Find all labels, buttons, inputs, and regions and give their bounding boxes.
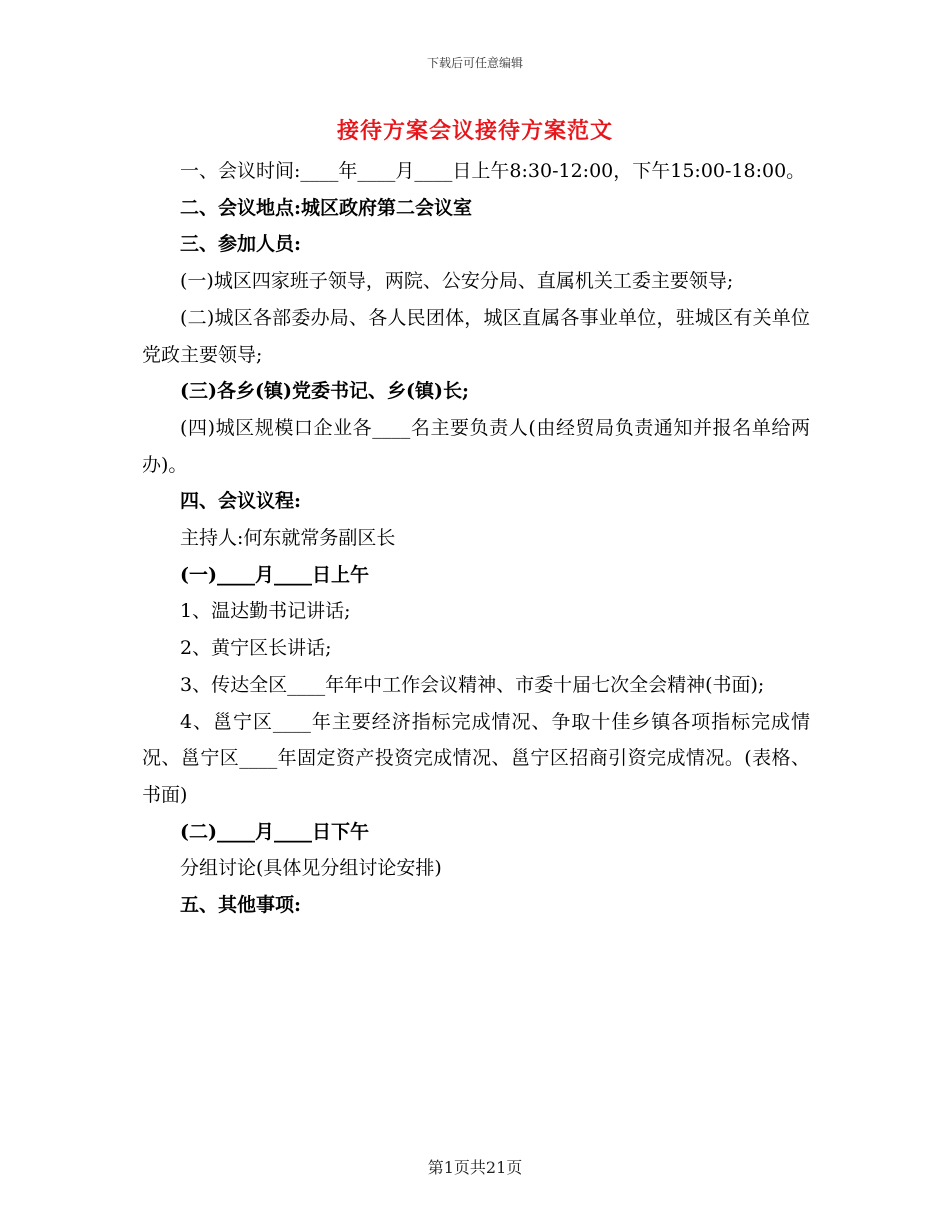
paragraph-other-matters-heading: 五、其他事项:: [180, 894, 302, 917]
paragraph-attendees-3: (三)各乡(镇)党委书记、乡(镇)长;: [180, 380, 469, 403]
paragraph-agenda-item-4: 4、邕宁区____年主要经济指标完成情况、争取十佳乡镇各项指标完成情况、邕宁区____年固定资产投资完成情况、邕宁区招商引资完成情况。(表格、书面): [142, 710, 810, 806]
page-number-footer: 第1页共21页: [427, 1158, 523, 1177]
paragraph-meeting-place: 二、会议地点:城区政府第二会议室: [180, 196, 473, 219]
paragraph-agenda-item-1: 1、温达勤书记讲话;: [180, 600, 351, 623]
paragraph-attendees-2: (二)城区各部委办局、各人民团体，城区直属各事业单位，驻城区有关单位党政主要领导;: [142, 306, 810, 366]
paragraph-session-morning: (一)____月____日上午: [180, 563, 369, 586]
paragraph-meeting-time: 一、会议时间:____年____月____日上午8:30-12:00，下午15:00-18:00。: [180, 160, 806, 182]
paragraph-host: 主持人:何东就常务副区长: [180, 527, 396, 550]
paragraph-attendees-4: (四)城区规模口企业各____名主要负责人(由经贸局负责通知并报名单给两办)。: [142, 416, 810, 476]
paragraph-attendees-1: (一)城区四家班子领导，两院、公安分局、直属机关工委主要领导;: [180, 270, 734, 293]
paragraph-session-afternoon: (二)____月____日下午: [180, 820, 369, 843]
paragraph-group-discussion: 分组讨论(具体见分组讨论安排): [180, 857, 442, 880]
header-note: 下载后可任意编辑: [426, 56, 523, 70]
paragraph-agenda-heading: 四、会议议程:: [180, 490, 302, 513]
paragraph-attendees-heading: 三、参加人员:: [180, 233, 302, 256]
paragraph-agenda-item-2: 2、黄宁区长讲话;: [180, 637, 332, 660]
document-body: [142, 153, 810, 924]
paragraph-agenda-item-3: 3、传达全区____年年中工作会议精神、市委十届七次全会精神(书面);: [180, 673, 765, 696]
document-title: 接待方案会议接待方案范文: [336, 118, 613, 144]
